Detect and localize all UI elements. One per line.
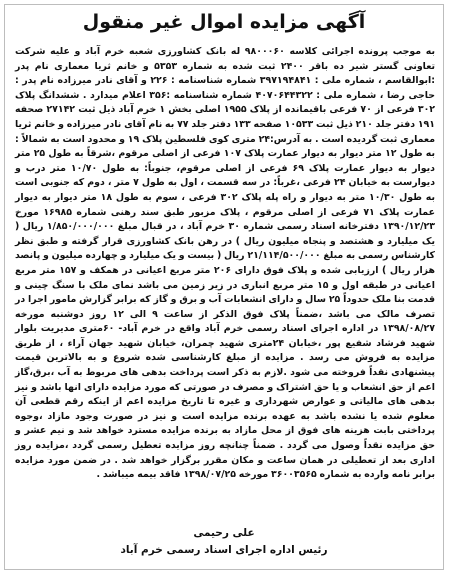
notice-title: آگهی مزایده اموال غیر منقول [82, 11, 366, 33]
notice-card [4, 4, 444, 570]
signature-block [5, 525, 443, 559]
notice-body: به موجب پرونده اجرائی کلاسه ۹۸۰۰۰۶۰ له بانک کشاورزی شعبه خرم آباد و علیه شرکت تعاونی گستر شیر ده باقر ۲۴۰۰ ثبت شده به شماره ۵۳۵۳ و خانم ثریا معماری نام پدر :ابوالقاسم ، شماره ملی : ۳۹۷۱۹۴۸۴۱ شماره شناسنامه : ۲۲۶ و آقای نادر میرزاده نام پدر : حاجی رضا ، شماره ملی : ۴۰۷۰۶۴۴۳۲۲ شماره شناسنامه :۳۵۶ اعلام میدارد . ششدانگ پلاک ۳۰۲ فرعی از ۷۰ فرعی باقیمانده از پلاک ۱۹۵۵ اصلی بخش ۱ خرم آباد ذیل ثبت ۲۷۱۴۲ صحفه ۱۹۱ دفتر جلد ۲۱۰ ذیل ثبت ۱۰۵۳۳ صفحه ۱۳۳ دفتر جلد ۷۷ به نام آقای نادر میرزاده و خانم ثریا معماری ثبت گردیده است . به آدرس:۲۴ متری کوی فلسطین پلاک ۱۹ و محدود است به شمالاً : به طول ۱۲ متر دیوار به دیوار عمارت پلاک ۱۰۷ فرعی از اصلی مرقوم ،شرقاً به طول ۲۵ متر دیوار به دیوار عمارت پلاک ۶۹ فرعی از اصلی مرقوم، جنوباً: به طول ۱۰/۷۰ متر درب و دیوارست به خیابان ۲۴ فرعی ،غرباً: در سه قسمت ، اول به طول ۷ متر ، دوم که جنوبی است به طول ۱۰/۳۰ متر به دیوار و راه پله پلاک ۳۰۲ فرعی ، سوم به طول ۱۸ متر دیوار به دیوار عمارت پلاک ۷۱ فرعی از اصلی مرقوم ، پلاک مزبور طبق سند رهنی شماره ۱۶۹۸۵ مورخ ۱۳۹۰/۱۲/۲۳ دفترخانه اسناد رسمی شماره ۳۰ خرم آباد ، در قبال مبلغ ۱/۸۵۰/۰۰۰/۰۰۰ ریال ( یک میلیارد و هشتصد و پنجاه میلیون ریال ) در رهن بانک کشاورزی قرار گرفته و طبق نظر کارشناس رسمی به مبلغ ۲۱/۱۱۴/۵۰۰/۰۰۰ ریال ( بیست و یک میلیارد و چهارده میلیون و پانصد هزار ریال ) ارزیابی شده و پلاک فوق دارای ۲۰۶ متر مربع اعیانی در همکف و ۱۵۷ متر مربع اعیانی در طبقه اول و ۱۵ متر مربع انباری در زیر زمین می باشد نمای ملک با سنگ چینی و قدمت بنا ملک حدوداً ۲۵ سال و دارای انشعابات آب و برق و گاز که برابر گزارش مامور اجرا در تصرف مالک می باشد ،ضمناً پلاک فوق الذکر از ساعت ۹ الی ۱۲ روز دوشنبه مورخه ۱۳۹۸/۰۸/۲۷ در اداره اجرای اسناد رسمی خرم آباد واقع در خرم آباد- ۶۰متری مدیریت بلوار شهید فرشاد شفیع پور ،خیابان ۲۴متری شهید چمران، خیابان شهید جهان آراء ، از طریق مزایده به فروش می رسد . مزایده از مبلغ کارشناسی شده شروع و به بالاترین قیمت پیشنهادی نقداً فروخته می شود .لازم به ذکر است پرداخت بدهی های مربوط به آب ،برق،گاز اعم از حق انشعاب و یا حق اشتراک و مصرف در صورتی که مورد مزایده دارای انها باشد و نیز بدهی های مالیاتی و عوارض شهرداری و غیره تا تاریخ مزایده اعم از اینکه رقم قطعی آن معلوم شده یا نشده باشد به عهده برنده مزایده است و نیز در صورت وجود مازاد ،وجوه پرداختی بابت هزینه های فوق از محل مازاد به برنده مزایده مسترد خواهد شد و نیم عشر و حق مزایده نقداً وصول می گردد . ضمناً چنانچه روز مزایده تعطیل رسمی گردد ،مزایده روز اداری بعد از تعطیلی در همان ساعت و مکان مقرر برگزار خواهد شد . در ضمن مورد مزایده برابر نامه وارده به شماره ۳۶۰۰۳۵۶۵ مورخه ۱۳۹۸/۰۷/۲۵ فاقد بیمه میباشد . [15, 46, 436, 481]
signer-title: رئیس اداره اجرای اسناد رسمی خرم آباد [120, 544, 328, 556]
signer-name: علی رحیمی [193, 527, 255, 539]
